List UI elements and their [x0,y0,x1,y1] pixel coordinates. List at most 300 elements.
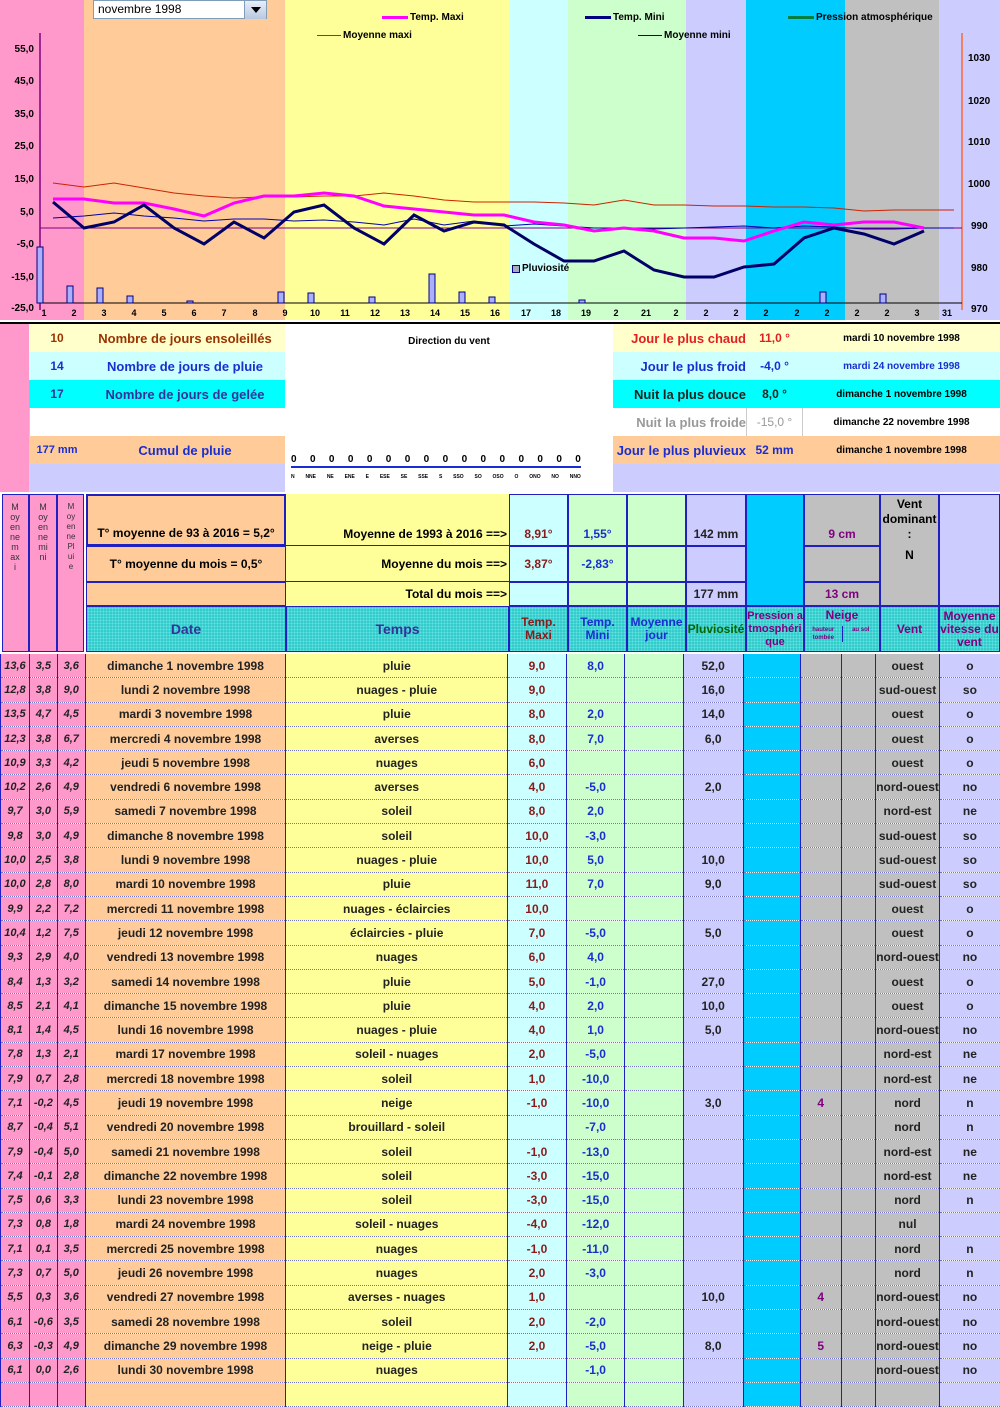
moy-mois-max: 3,87° [509,546,568,582]
moy-1993-pluie: 142 mm [686,494,746,546]
pression-cell [743,1212,800,1236]
neige-sol-cell [841,1261,876,1285]
neige-sol-cell [841,654,876,678]
moyenne-pluie-cell [57,1382,85,1406]
moyenne-jour-cell [625,1188,683,1212]
wind-labels [291,474,581,480]
moyenne-mini-cell [29,1382,57,1406]
date-cell: dimanche 22 novembre 1998 [85,1164,286,1188]
temp-max-cell: 2,0 [508,1310,567,1334]
table-row [1,1212,1000,1236]
neige-tombee-cell: 4 [800,1285,841,1309]
x-tick: 2 [606,308,626,318]
wind-value: 0 [575,454,581,465]
y2-tick: 990 [971,221,988,232]
neige-tombee-cell [800,1212,841,1236]
y-tick: -15,0 [0,272,34,283]
vent-cell: ouest [876,751,940,775]
cumul-rain-label: Cumul de pluie [85,436,285,464]
pression-cell [743,1067,800,1091]
date-cell: mercredi 4 novembre 1998 [85,726,286,750]
vitesse-cell: n [939,1091,1000,1115]
moyenne-maxi-cell: 12,3 [1,726,30,750]
vent-cell: ouest [876,702,940,726]
moyenne-maxi-cell: 7,3 [1,1212,30,1236]
temp-min-cell: 1,0 [566,1018,625,1042]
temps-cell: nuages - pluie [286,1018,508,1042]
coldest-night-label: Nuit la plus froide [613,408,746,436]
vent-cell: nord-ouest [876,1285,940,1309]
temp-max-cell: 6,0 [508,751,567,775]
pluviosite-cell [683,1139,743,1163]
y2-tick: 1010 [968,137,990,148]
neige-sol-cell [841,1237,876,1261]
pluviosite-cell: 5,0 [683,921,743,945]
moyenne-pluie-cell: 3,2 [57,969,85,993]
moyenne-pluie-cell: 4,2 [57,751,85,775]
table-row [1,1018,1000,1042]
vitesse-cell: so [939,872,1000,896]
pink-strip [0,324,29,492]
neige-tombee-label: hauteur tombée [805,626,843,642]
pluviosite-cell: 27,0 [683,969,743,993]
temp-min-cell: -1,0 [566,969,625,993]
neige-sol-cell [841,921,876,945]
pression-cell [743,775,800,799]
neige-tombee-cell [800,1358,841,1382]
temp-max-cell: -1,0 [508,1139,567,1163]
x-tick: 14 [425,308,445,318]
pression-cell [743,1310,800,1334]
wind-label: O [514,474,518,480]
pression-cell [743,994,800,1018]
vent-cell: ouest [876,921,940,945]
neige-sol-cell [841,751,876,775]
x-tick: 13 [395,308,415,318]
moyenne-mini-cell: 0,7 [29,1261,57,1285]
pluviosite-cell [683,945,743,969]
temp-max-cell: 10,0 [508,896,567,920]
blank-date-total [86,582,286,606]
temp-min-cell: -3,0 [566,1261,625,1285]
temps-cell [286,1382,508,1406]
col-header-temps: Temps [286,606,509,652]
vheader-moy-pluie-text: Moyenne Pluie [66,502,76,572]
moyenne-jour-cell [625,945,683,969]
wind-label: ESE [380,474,390,480]
moyenne-mini-cell: 3,8 [29,678,57,702]
pluviosite-cell: 10,0 [683,848,743,872]
wind-label: SO [475,474,482,480]
moyenne-pluie-cell: 2,8 [57,1164,85,1188]
neige-tombee-cell [800,1188,841,1212]
wind-value: 0 [291,454,297,465]
neige-tombee-cell [800,848,841,872]
moyenne-jour-cell [625,1310,683,1334]
date-cell: vendredi 20 novembre 1998 [85,1115,286,1139]
moyenne-mini-cell: -0,2 [29,1091,57,1115]
vitesse-cell: no [939,1358,1000,1382]
wind-label: ENE [345,474,355,480]
temp-max-cell: -1,0 [508,1091,567,1115]
x-tick: 7 [214,308,234,318]
neige-tombee-cell [800,654,841,678]
vitesse-cell: so [939,848,1000,872]
neige-sol-cell [841,969,876,993]
pression-cell [743,702,800,726]
moyenne-maxi-cell: 10,2 [1,775,30,799]
pluviosite-cell [683,1212,743,1236]
moyenne-mini-cell: 2,5 [29,848,57,872]
pression-cell [743,1188,800,1212]
vent-cell: nord [876,1188,940,1212]
wind-value: 0 [443,454,449,465]
temp-min-cell: 7,0 [566,726,625,750]
vitesse-cell: o [939,921,1000,945]
date-cell: jeudi 19 novembre 1998 [85,1091,286,1115]
vitesse-cell: no [939,775,1000,799]
wind-value: 0 [329,454,335,465]
y-tick: -25,0 [0,303,34,314]
temp-min-cell: -2,0 [566,1310,625,1334]
vitesse-cell: no [939,1334,1000,1358]
temps-cell: pluie [286,969,508,993]
temps-cell: neige [286,1091,508,1115]
y-tick: -5,0 [0,239,34,250]
vitesse-cell [939,1382,1000,1406]
neige-tombee-cell [800,1261,841,1285]
neige-sol-cell [841,1018,876,1042]
neige-tombee-cell [800,702,841,726]
moyenne-jour-cell [625,872,683,896]
cumul-rain-value: 177 mm [29,436,85,464]
date-cell: mardi 10 novembre 1998 [85,872,286,896]
pluviosite-cell: 14,0 [683,702,743,726]
pression-cell [743,824,800,848]
moyenne-maxi-cell: 8,5 [1,994,30,1018]
table-row [1,921,1000,945]
temps-cell: nuages [286,751,508,775]
moyenne-mini-cell: 0,0 [29,1358,57,1382]
wind-value: 0 [556,454,562,465]
rain-days-count: 14 [29,352,85,380]
vent-cell: ouest [876,994,940,1018]
moyenne-jour-cell [625,1358,683,1382]
wind-label: NO [551,474,559,480]
moyenne-jour-cell [625,1091,683,1115]
wind-direction-chart [285,324,613,492]
vent-cell: nord [876,1091,940,1115]
x-tick: 2 [696,308,716,318]
table-row [1,1237,1000,1261]
coldest-day-value: -4,0 ° [746,352,803,380]
temps-cell: pluie [286,654,508,678]
moyenne-jour-cell [625,1067,683,1091]
wind-label: S [439,474,442,480]
wind-label: NNE [305,474,316,480]
y2-tick: 980 [971,263,988,274]
legend-label: Pression atmosphérique [816,12,933,23]
pluviosite-cell [683,896,743,920]
pluviosite-cell [683,1261,743,1285]
temp-max-cell: 8,0 [508,726,567,750]
neige-tombee-cell [800,799,841,823]
moyenne-jour-cell [625,799,683,823]
neige-sol-cell [841,824,876,848]
total-mois-label: Total du mois ==> [286,582,509,606]
col-header-min: Temp. Mini [568,606,627,652]
temp-min-cell: -1,0 [566,1358,625,1382]
temps-cell: averses [286,775,508,799]
temp-max-cell: -3,0 [508,1164,567,1188]
t-moy-93-2016: T° moyenne de 93 à 2016 = 5,2° [86,494,286,546]
moyenne-pluie-cell: 4,9 [57,1334,85,1358]
temps-cell: brouillard - soleil [286,1115,508,1139]
temps-cell: nuages [286,1237,508,1261]
y-tick: 35,0 [0,109,34,120]
moyenne-mini-cell: 1,3 [29,1042,57,1066]
x-tick: 17 [516,308,536,318]
table-row [1,751,1000,775]
neige-tombee-cell [800,872,841,896]
x-tick: 3 [94,308,114,318]
pression-cell [743,1285,800,1309]
table-row [1,1382,1000,1406]
vent-dominant-value: N [905,548,914,562]
pluviosite-cell: 10,0 [683,1285,743,1309]
pluviosite-cell: 8,0 [683,1334,743,1358]
pluviosite-cell [683,1115,743,1139]
table-row [1,702,1000,726]
neige-sol-cell [841,1358,876,1382]
table-row [1,1285,1000,1309]
vitesse-cell: o [939,654,1000,678]
x-tick: 2 [666,308,686,318]
neige-sol-cell [841,1042,876,1066]
temps-cell: nuages [286,1261,508,1285]
x-tick: 8 [245,308,265,318]
moyenne-pluie-cell: 5,0 [57,1261,85,1285]
vent-cell: nul [876,1212,940,1236]
neige-tombee-cell [800,1018,841,1042]
moyenne-maxi-cell: 8,1 [1,1018,30,1042]
temp-max-cell: 6,0 [508,945,567,969]
pluviosite-cell: 3,0 [683,1091,743,1115]
temp-min-cell [566,1382,625,1406]
moyenne-mini-cell: 1,3 [29,969,57,993]
x-tick: 2 [756,308,776,318]
temps-cell: averses [286,726,508,750]
legend-label: Temp. Mini [613,12,664,23]
x-tick: 11 [335,308,355,318]
pression-cell [743,1139,800,1163]
moyenne-maxi-cell: 10,0 [1,872,30,896]
temp-min-cell: -5,0 [566,1042,625,1066]
moyenne-maxi-cell: 13,5 [1,702,30,726]
daily-table [0,654,1000,1407]
vent-dominant-box [880,494,939,606]
pression-cell [743,1042,800,1066]
chart-plot [0,0,1000,322]
vent-cell [876,1382,940,1406]
date-cell: mercredi 11 novembre 1998 [85,896,286,920]
moyenne-maxi-cell: 6,1 [1,1310,30,1334]
moyenne-jour-cell [625,994,683,1018]
x-tick: 1 [34,308,54,318]
vitesse-cell: ne [939,799,1000,823]
moyenne-maxi-cell: 7,9 [1,1139,30,1163]
moyenne-jour-cell [625,1139,683,1163]
x-tick: 21 [636,308,656,318]
vitesse-cell: no [939,945,1000,969]
pression-cell [743,945,800,969]
moyenne-pluie-cell: 7,5 [57,921,85,945]
table-row [1,896,1000,920]
vitesse-cell: n [939,1115,1000,1139]
temp-min-cell [566,751,625,775]
wind-value: 0 [310,454,316,465]
pression-cell [743,872,800,896]
moyenne-pluie-cell: 2,1 [57,1042,85,1066]
pluviosite-cell [683,1310,743,1334]
moyenne-pluie-cell: 4,0 [57,945,85,969]
table-row [1,775,1000,799]
moyenne-pluie-cell: 3,5 [57,1310,85,1334]
x-tick: 3 [907,308,927,318]
date-cell: samedi 28 novembre 1998 [85,1310,286,1334]
temp-min-cell: 4,0 [566,945,625,969]
y2-tick: 1020 [968,96,990,107]
date-cell: vendredi 6 novembre 1998 [85,775,286,799]
table-row [1,1164,1000,1188]
neige-sol-cell [841,872,876,896]
vent-cell: nord-ouest [876,1310,940,1334]
wind-label: SSO [453,474,464,480]
wind-label: SE [401,474,408,480]
temp-min-cell: -13,0 [566,1139,625,1163]
date-cell: mercredi 18 novembre 1998 [85,1067,286,1091]
moyenne-pluie-cell: 8,0 [57,872,85,896]
moyenne-jour-cell [625,1164,683,1188]
neige-sol-cell [841,799,876,823]
date-cell: vendredi 13 novembre 1998 [85,945,286,969]
summary-right-lavender [613,464,1000,492]
moyenne-maxi-cell: 10,9 [1,751,30,775]
temp-max-cell: 4,0 [508,1018,567,1042]
wind-value: 0 [537,454,543,465]
vent-cell: ouest [876,654,940,678]
neige-sol-cell [841,1115,876,1139]
vheader-moy-mini-text: Moyenne mini [38,502,48,562]
vitesse-cell: ne [939,1164,1000,1188]
wind-value: 0 [481,454,487,465]
temp-max-cell: 10,0 [508,824,567,848]
chart-area [0,0,1000,322]
x-tick: 2 [877,308,897,318]
date-cell: dimanche 15 novembre 1998 [85,994,286,1018]
moy-mois-min: -2,83° [568,546,627,582]
pluviosite-cell: 5,0 [683,1018,743,1042]
neige-tombee-cell [800,678,841,702]
pression-cell [743,1115,800,1139]
neige-tombee-cell [800,1164,841,1188]
vitesse-cell: o [939,751,1000,775]
neige-tombee-cell [800,1042,841,1066]
pluviosite-cell [683,1164,743,1188]
moyenne-pluie-cell: 4,5 [57,702,85,726]
wind-value: 0 [424,454,430,465]
y-tick: 55,0 [0,44,34,55]
date-cell: mardi 17 novembre 1998 [85,1042,286,1066]
temp-max-cell: 7,0 [508,921,567,945]
x-tick: 4 [124,308,144,318]
moyenne-mini-cell: 2,6 [29,775,57,799]
pression-cell [743,921,800,945]
neige-sol-label: au sol [843,626,880,642]
moy-mois-pluie [686,546,746,582]
neige-tombee-cell: 5 [800,1334,841,1358]
table-row [1,969,1000,993]
temp-max-cell: -3,0 [508,1188,567,1212]
date-cell: dimanche 1 novembre 1998 [85,654,286,678]
moyenne-mini-cell: 2,8 [29,872,57,896]
temps-cell: soleil [286,1164,508,1188]
pluviosite-cell [683,1067,743,1091]
neige-subheaders [805,626,879,642]
neige-tombee-cell [800,1237,841,1261]
neige-sol-cell [841,678,876,702]
temp-min-cell: -12,0 [566,1212,625,1236]
table-row [1,848,1000,872]
neige-sol-cell [841,1285,876,1309]
pression-cell [743,1091,800,1115]
mildest-night-date: dimanche 1 novembre 1998 [803,380,1000,408]
temp-max-cell [508,1358,567,1382]
neige-sol-cell [841,775,876,799]
moyenne-pluie-cell: 3,3 [57,1188,85,1212]
temp-min-cell: 2,0 [566,994,625,1018]
wind-value: 0 [462,454,468,465]
wind-label: SSE [418,474,428,480]
table-row [1,1067,1000,1091]
pluviosite-cell: 2,0 [683,775,743,799]
legend-label: Temp. Maxi [410,12,464,23]
wind-values [291,454,581,465]
vitesse-cell: ne [939,1042,1000,1066]
x-tick: 31 [937,308,957,318]
date-cell: samedi 7 novembre 1998 [85,799,286,823]
summary-row-empty [29,408,285,436]
neige-sol-cell [841,1164,876,1188]
moyenne-maxi-cell: 9,3 [1,945,30,969]
date-cell: lundi 16 novembre 1998 [85,1018,286,1042]
vent-cell: sud-ouest [876,678,940,702]
moyenne-jour-cell [625,921,683,945]
x-tick: 6 [184,308,204,318]
neige-tombee-cell [800,1139,841,1163]
y-tick: 5,0 [0,207,34,218]
vitesse-cell: o [939,726,1000,750]
moyenne-jour-cell [625,1237,683,1261]
temps-cell: soleil - nuages [286,1212,508,1236]
neige-sol-cell [841,1382,876,1406]
temps-cell: nuages - pluie [286,678,508,702]
neige-sol-cell [841,994,876,1018]
moyenne-pluie-cell: 4,9 [57,824,85,848]
coldest-day-label: Jour le plus froid [613,352,746,380]
temp-max-cell [508,1115,567,1139]
temp-min-cell: -3,0 [566,824,625,848]
